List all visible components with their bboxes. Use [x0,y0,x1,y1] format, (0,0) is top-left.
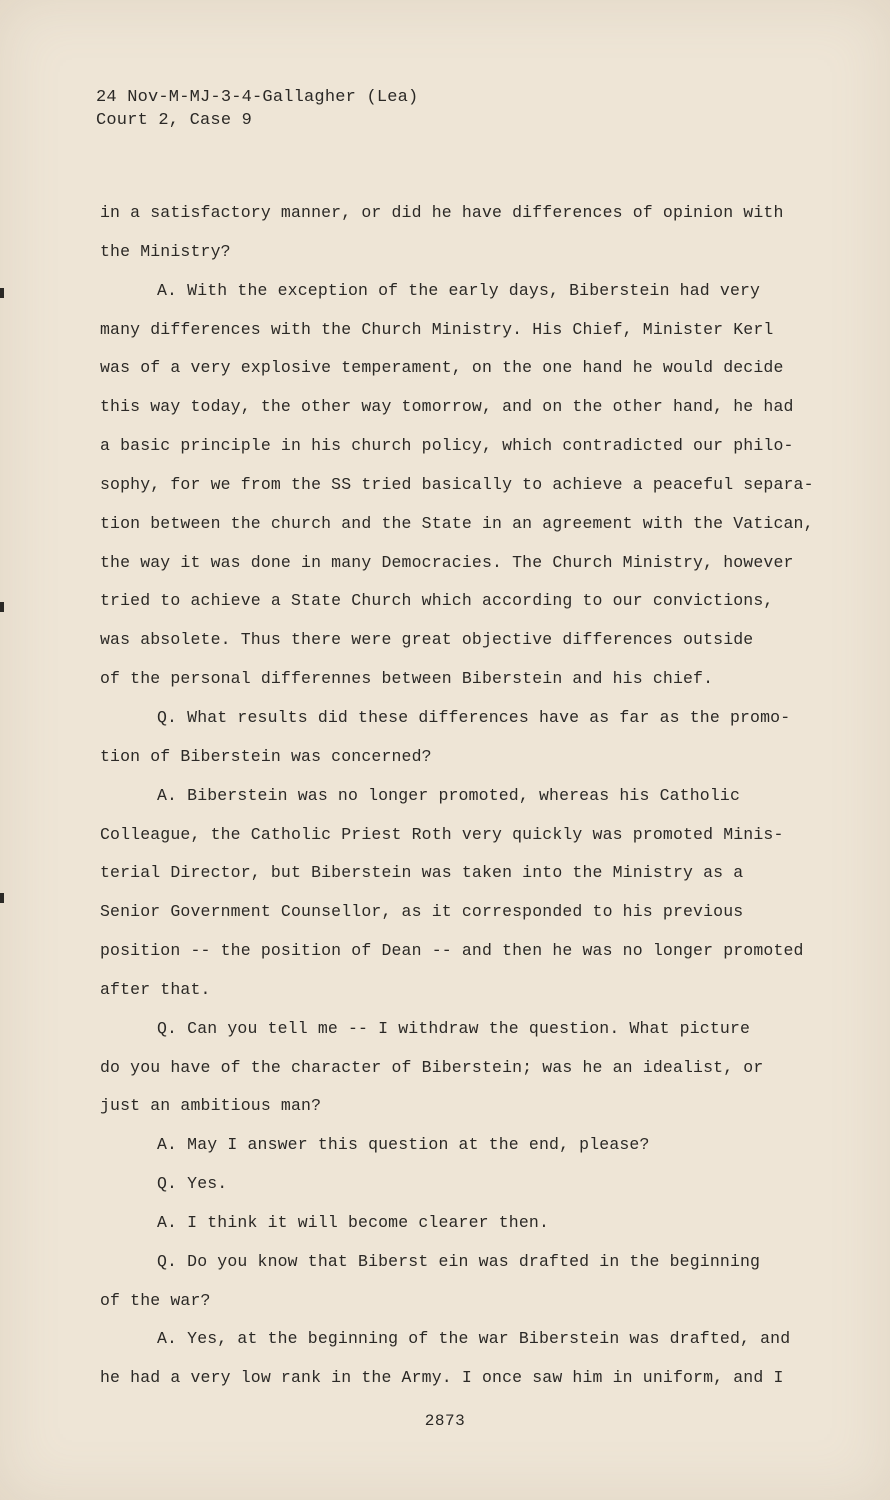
transcript-line: Q. Do you know that Biberst ein was drafted in the beginning [157,1251,761,1271]
transcript-line: Q. Can you tell me -- I withdraw the question. What picture [157,1018,751,1038]
transcript-line: Senior Government Counsellor, as it corresponded to his previous [100,902,744,922]
transcript-line: just an ambitious man? [100,1096,322,1116]
transcript-line: was of a very explosive temperament, on the one hand he would decide [100,358,784,378]
page-edge-mark [0,893,4,903]
page-number: 2873 [424,1412,466,1430]
transcript-line: Q. Yes. [157,1174,228,1194]
transcript-line: tried to achieve a State Church which according to our convictions, [100,591,774,611]
transcript-line: tion of Biberstein was concerned? [100,746,432,766]
document-header [96,86,418,132]
transcript-line: the Ministry? [100,241,231,261]
transcript-line: of the personal differennes between Biberstein and his chief. [100,669,714,689]
transcript-line: do you have of the character of Biberstein; was he an idealist, or [100,1057,764,1077]
transcript-line: he had a very low rank in the Army. I once saw him in uniform, and I [100,1368,784,1388]
page-edge-mark [0,288,4,298]
transcript-line: A. I think it will become clearer then. [157,1212,550,1232]
transcript-line: was absolete. Thus there were great objective differences outside [100,630,754,650]
transcript-line: terial Director, but Biberstein was taken into the Ministry as a [100,863,744,883]
transcript-line: Colleague, the Catholic Priest Roth very quickly was promoted Minis- [100,824,784,844]
header-session-line: 24 Nov-M-MJ-3-4-Gallagher (Lea) [96,88,419,107]
transcript-line: many differences with the Church Ministry. His Chief, Minister Kerl [100,319,774,339]
transcript-line: A. With the exception of the early days, Biberstein had very [157,280,761,300]
transcript-line: tion between the church and the State in an agreement with the Vatican, [100,513,814,533]
transcript-line: of the war? [100,1290,211,1310]
transcript-line: the way it was done in many Democracies. The Church Ministry, however [100,552,794,572]
transcript-line: in a satisfactory manner, or did he have differences of opinion with [100,203,784,222]
transcript-line: after that. [100,979,211,999]
transcript-line: A. Biberstein was no longer promoted, whereas his Catholic [157,785,740,805]
transcript-line: this way today, the other way tomorrow, and on the other hand, he had [100,397,794,417]
header-court-line: Court 2, Case 9 [96,111,253,130]
transcript-line: Q. What results did these differences have as far as the promo- [157,707,791,727]
transcript-line: A. May I answer this question at the end, please? [157,1135,650,1155]
transcript-line: sophy, for we from the SS tried basically to achieve a peaceful separa- [100,474,814,494]
transcript-body [100,198,814,1402]
page-edge-mark [0,602,4,612]
transcript-line: a basic principle in his church policy, which contradicted our philo- [100,436,794,456]
transcript-line: position -- the position of Dean -- and then he was no longer promoted [100,941,804,961]
transcript-line: A. Yes, at the beginning of the war Biberstein was drafted, and [157,1329,791,1349]
